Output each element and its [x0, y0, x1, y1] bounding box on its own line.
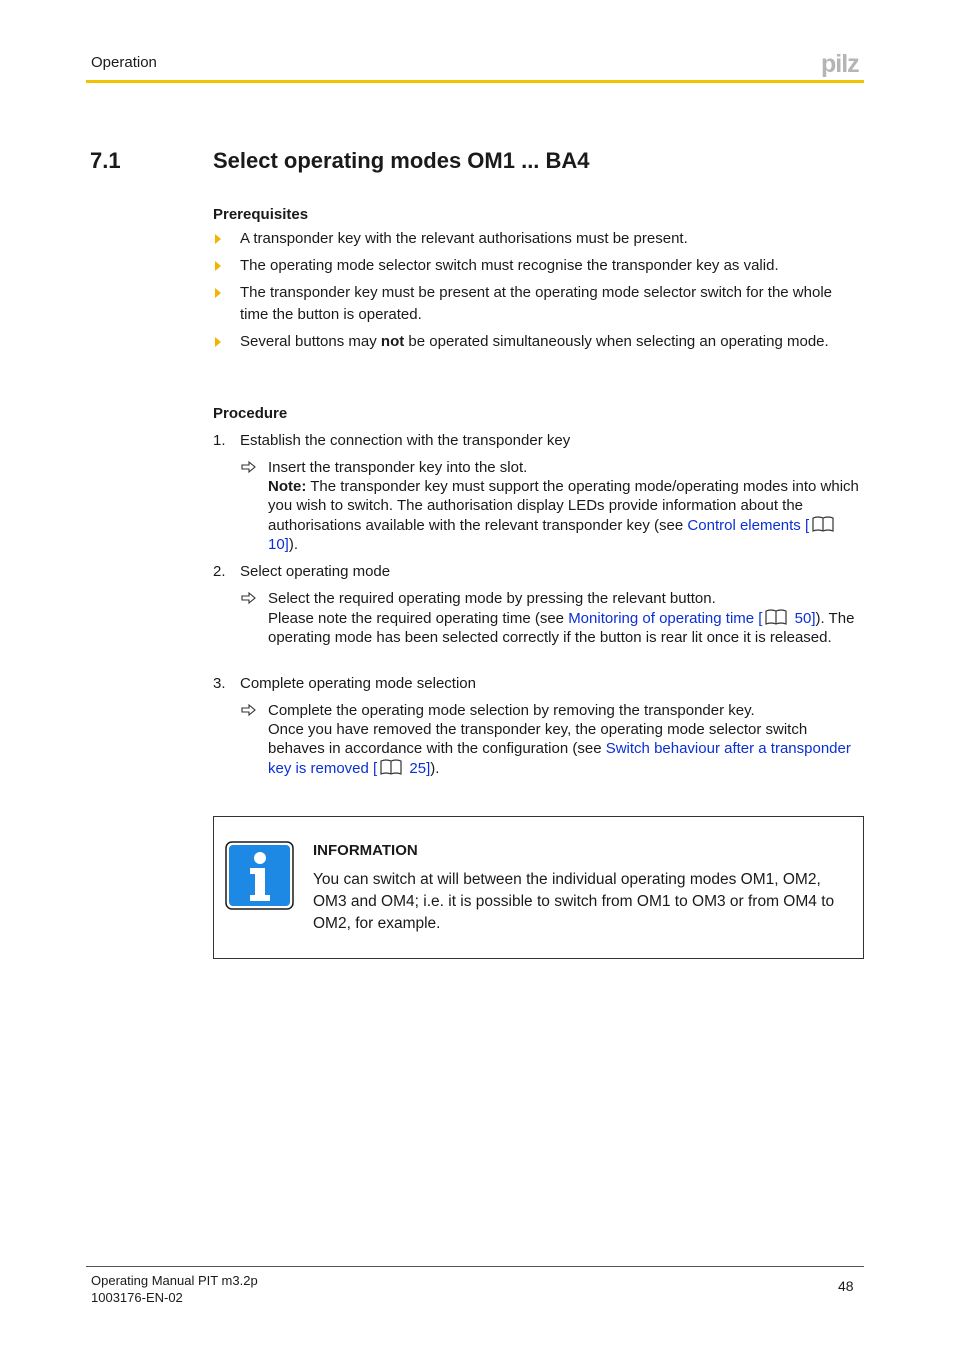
header-rule: [86, 80, 864, 83]
step-number: 3.: [213, 675, 226, 692]
footer-rule: [86, 1266, 864, 1267]
step-label: Complete operating mode selection: [240, 675, 476, 692]
step-number: 2.: [213, 563, 226, 580]
list-item: [213, 255, 863, 277]
result-arrow-icon: [240, 589, 258, 607]
book-icon: [811, 515, 835, 533]
list-item-text: A transponder key with the relevant authorisations must be present.: [240, 230, 688, 247]
svg-text:pilz: pilz: [821, 50, 859, 78]
result-arrow-icon: [240, 458, 258, 476]
step-number: 1.: [213, 432, 226, 449]
section-number: 7.1: [90, 148, 121, 173]
list-item: [213, 228, 863, 250]
list-item-text: The transponder key must be present at the operating mode selector switch for the whole time the button is operated.: [240, 284, 832, 323]
list-item-text: Several buttons may not be operated simultaneously when selecting an operating mode.: [240, 333, 829, 350]
book-icon: [379, 758, 403, 776]
running-header: Operation: [91, 54, 157, 71]
result-arrow-icon: [240, 701, 258, 719]
step-result: Insert the transponder key into the slot. Note: The transponder key must support the operating mode/operating modes into which you wish to switch. The authorisation display LEDs provide information about the authorisations available with the relevant transponder key (see Control elements [ 10]).: [240, 458, 865, 554]
list-item-text: The operating mode selector switch must recognise the transponder key as valid.: [240, 257, 779, 274]
step-label: Establish the connection with the transponder key: [240, 432, 571, 449]
emphasis: not: [380, 333, 405, 350]
page-number: 48: [838, 1278, 854, 1294]
step-result: Complete the operating mode selection by removing the transponder key. Once you have removed the transponder key, the operating mode selector switch behaves in accordance with the configuration (see Switch behaviour after a transponder key is removed [ 25]).: [240, 701, 865, 778]
step-label: Select operating mode: [240, 563, 391, 580]
procedure-step: [213, 430, 863, 452]
prerequisites-heading: Prerequisites: [213, 206, 309, 223]
procedure-heading: Procedure: [213, 405, 288, 422]
cross-reference-link[interactable]: Switch behaviour after a transponder key is removed [ 25]: [268, 740, 851, 777]
information-text: You can switch at will between the individual operating modes OM1, OM2, OM3 and OM4; i.e. it is possible to switch from OM1 to OM3 or from OM4 to OM2, for example.: [313, 871, 835, 932]
information-icon: [225, 841, 294, 910]
book-icon: [764, 608, 788, 626]
bullet-triangle-icon: [215, 261, 221, 271]
list-item: [213, 282, 863, 326]
note-label: Note:: [268, 478, 307, 495]
note-text: The transponder key must support the operating mode/operating modes into which you wish to switch. The authorisation display LEDs provide information about the authorisations available with the relevant transponder key (see: [268, 478, 859, 534]
procedure-step: [213, 673, 863, 695]
footer-manual-title: Operating Manual PIT m3.2p: [91, 1273, 258, 1288]
list-item: [213, 331, 863, 353]
result-text: Select the required operating mode by pressing the relevant button.: [268, 590, 716, 607]
section-title: Select operating modes OM1 ... BA4: [213, 148, 590, 173]
procedure-step: [213, 561, 863, 583]
result-text: Complete the operating mode selection by removing the transponder key.: [268, 702, 755, 719]
bullet-triangle-icon: [215, 288, 221, 298]
footer-document-number: 1003176-EN-02: [91, 1290, 183, 1305]
result-text: Insert the transponder key into the slot.: [268, 459, 528, 476]
step-result: Select the required operating mode by pressing the relevant button. Please note the required operating time (see Monitoring of operating time [ 50]). The operating mode has been selected correctly if the button is rear lit once it is released.: [240, 589, 865, 647]
cross-reference-link[interactable]: Control elements [ 10]: [268, 517, 837, 553]
bullet-triangle-icon: [215, 337, 221, 347]
bullet-triangle-icon: [215, 234, 221, 244]
information-title: INFORMATION: [313, 842, 418, 859]
pilz-logo: [820, 50, 864, 78]
cross-reference-link[interactable]: Monitoring of operating time [ 50]: [568, 610, 816, 627]
